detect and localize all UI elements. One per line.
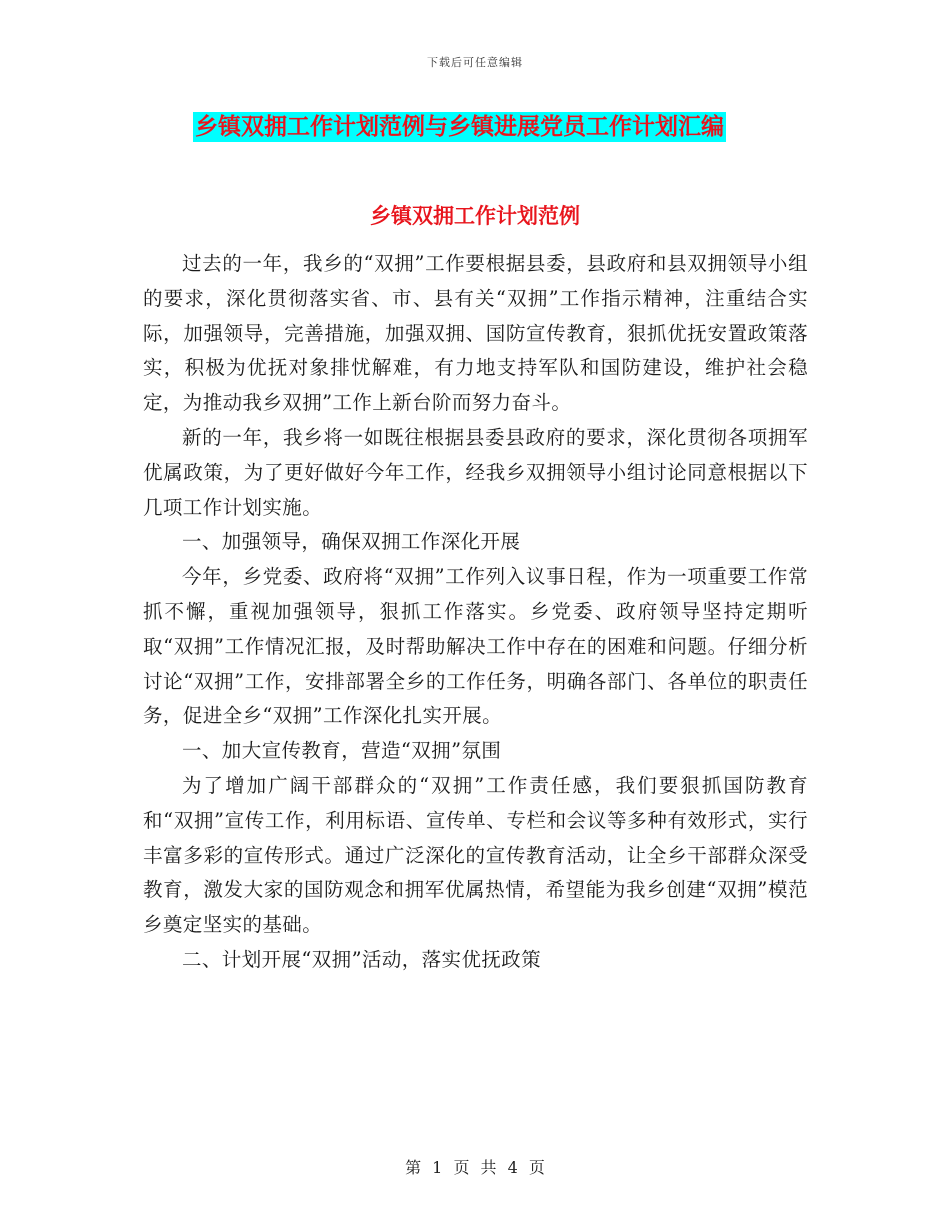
body-paragraph: 新的一年，我乡将一如既往根据县委县政府的要求，深化贯彻各项拥军优属政策，为了更好做好今年工作，经我乡双拥领导小组讨论同意根据以下几项工作计划实施。 — [143, 425, 808, 519]
section-title: 乡镇双拥工作计划范例 — [370, 204, 580, 228]
body-paragraph: 为了增加广阔干部群众的“双拥”工作责任感，我们要狠抓国防教育和“双拥”宣传工作，利用标语、宣传单、专栏和会议等多种有效形式，实行丰富多彩的宣传形式。通过广泛深化的宣传教育活动，让全乡干部群众深受教育，激发大家的国防观念和拥军优属热情，希望能为我乡创建“双拥”模范乡奠定坚实的基础。 — [143, 773, 808, 937]
section-heading: 一、加大宣传教育，营造“双拥”氛围 — [182, 739, 502, 763]
document-title: 乡镇双拥工作计划范例与乡镇进展党员工作计划汇编 — [195, 114, 724, 140]
document-body — [143, 247, 808, 978]
body-paragraph: 过去的一年，我乡的“双拥”工作要根据县委，县政府和县双拥领导小组的要求，深化贯彻落实省、市、县有关“双拥”工作指示精神，注重结合实际，加强领导，完善措施，加强双拥、国防宣传教育，狠抓优抚安置政策落实，积极为优抚对象排忧解难，有力地支持军队和国防建设，维护社会稳定，为推动我乡双拥”工作上新台阶而努力奋斗。 — [143, 252, 808, 415]
section-heading: 一、加强领导，确保双拥工作深化开展 — [182, 530, 521, 554]
page-number-footer: 第 1 页 共 4 页 — [405, 1158, 545, 1177]
section-heading: 二、计划开展“双拥”活动，落实优抚政策 — [182, 947, 542, 971]
page-header-note: 下载后可任意编辑 — [427, 56, 523, 69]
body-paragraph: 今年，乡党委、政府将“双拥”工作列入议事日程，作为一项重要工作常抓不懈，重视加强领导，狠抓工作落实。乡党委、政府领导坚持定期听取“双拥”工作情况汇报，及时帮助解决工作中存在的困难和问题。仔细分析讨论“双拥”工作，安排部署全乡的工作任务，明确各部门、各单位的职责任务，促进全乡“双拥”工作深化扎实开展。 — [143, 565, 808, 728]
